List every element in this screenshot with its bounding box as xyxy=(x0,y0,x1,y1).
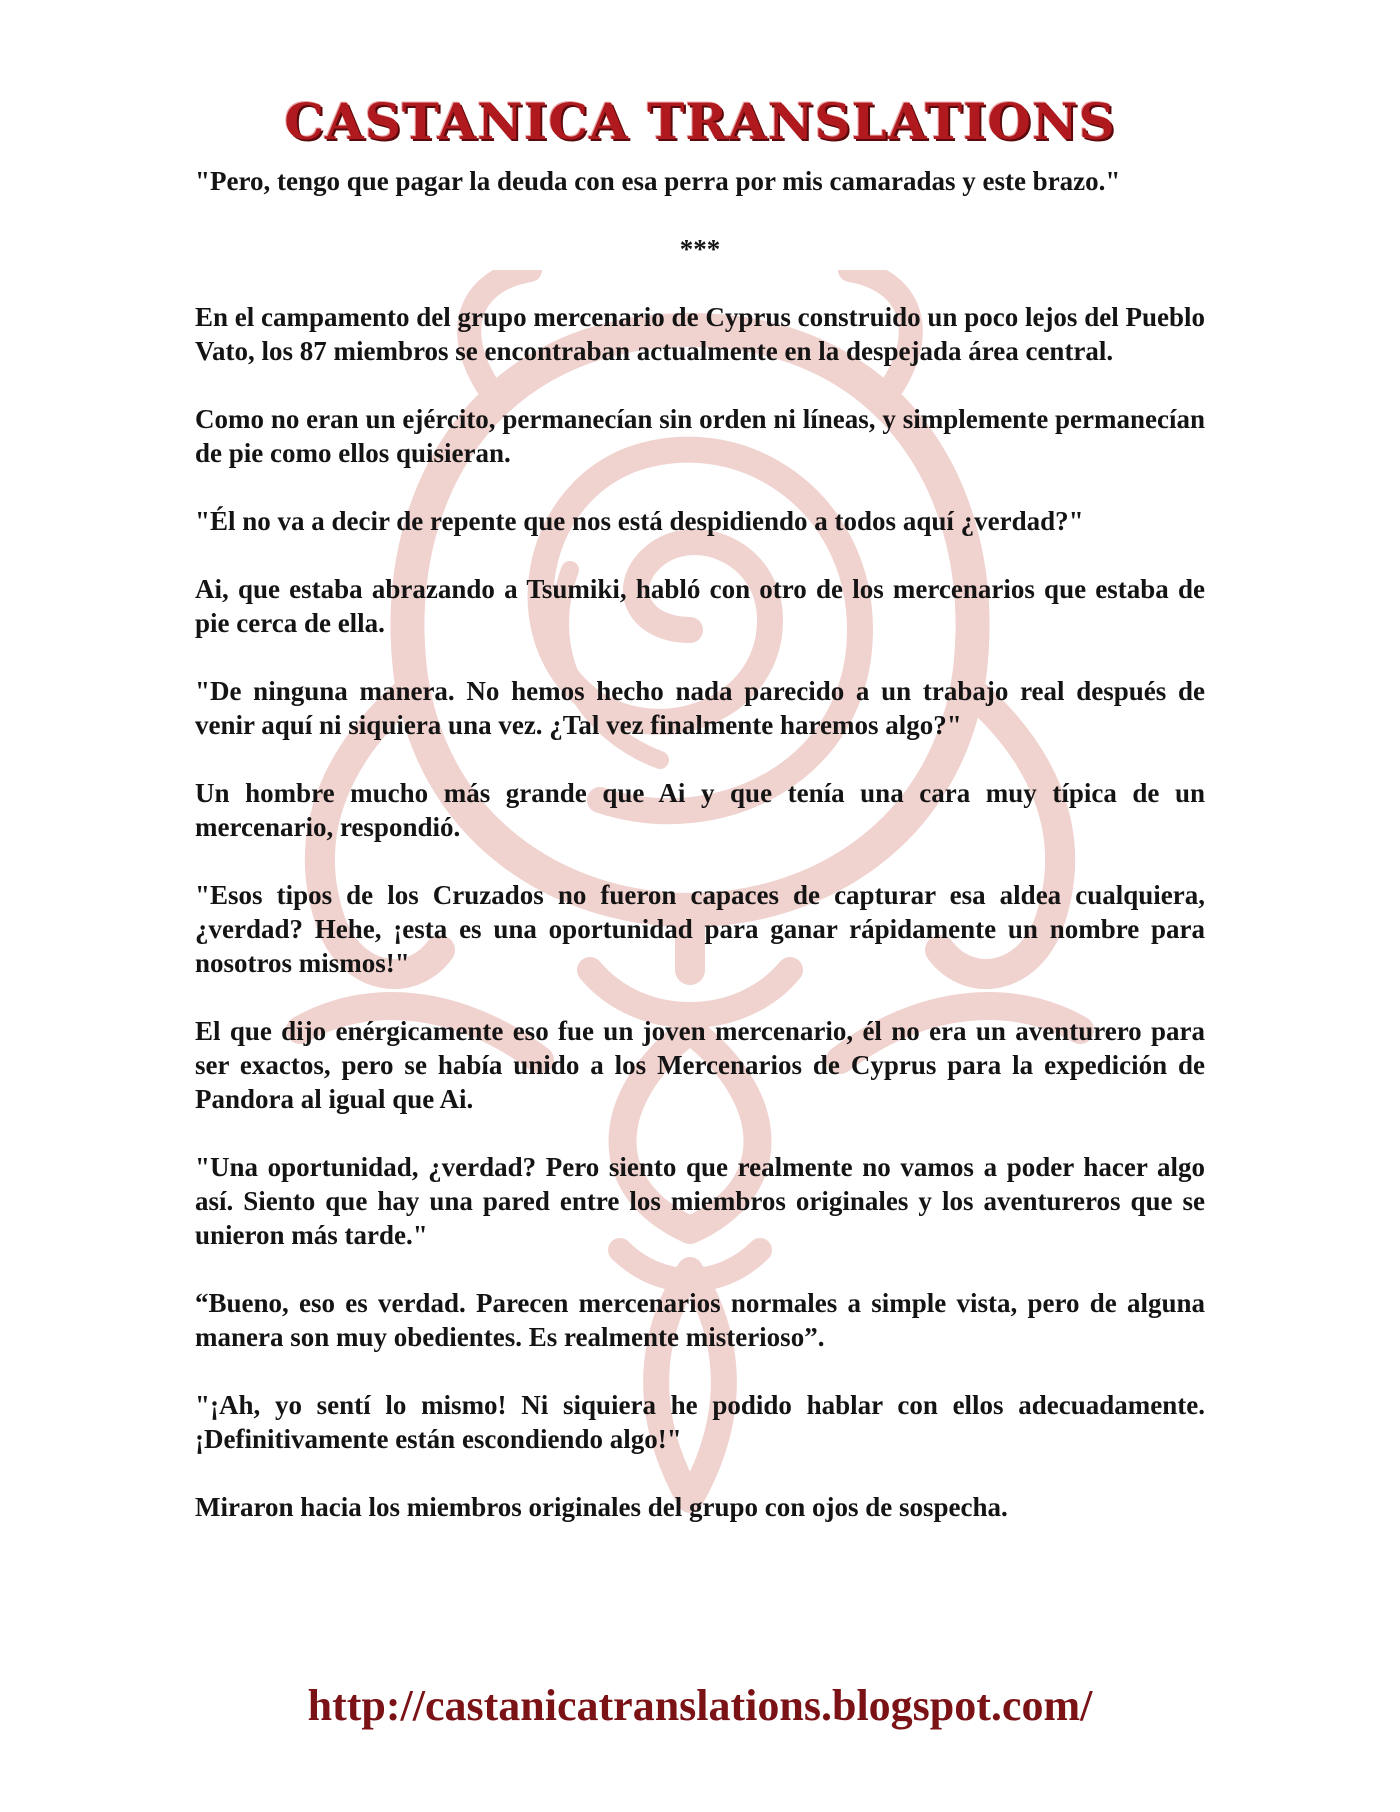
page-header-title: CASTANICA TRANSLATIONS xyxy=(284,92,1116,151)
paragraph: "Pero, tengo que pagar la deuda con esa perra por mis camaradas y este brazo." xyxy=(195,166,1121,196)
footer-url-link[interactable]: http://castanicatranslations.blogspot.com/ xyxy=(307,1681,1093,1730)
paragraph: "Esos tipos de los Cruzados no fueron capaces de capturar esa aldea cualquiera, ¿verdad? Hehe, ¡esta es una oportunidad para ganar rápidamente un nombre para nosotros mismos!" xyxy=(195,880,1205,978)
paragraph: Miraron hacia los miembros originales del grupo con ojos de sospecha. xyxy=(195,1492,1008,1522)
section-separator: *** xyxy=(679,234,721,264)
paragraph: “Bueno, eso es verdad. Parecen mercenarios normales a simple vista, pero de alguna manera son muy obedientes. Es realmente misterioso”. xyxy=(195,1288,1205,1352)
paragraph: "Una oportunidad, ¿verdad? Pero siento que realmente no vamos a poder hacer algo así. Siento que hay una pared entre los miembros originales y los aventureros que se unieron más tarde." xyxy=(195,1152,1205,1250)
document-body xyxy=(195,164,1205,1558)
paragraph: Ai, que estaba abrazando a Tsumiki, habló con otro de los mercenarios que estaba de pie cerca de ella. xyxy=(195,574,1205,638)
paragraph: "¡Ah, yo sentí lo mismo! Ni siquiera he podido hablar con ellos adecuadamente. ¡Definitivamente están escondiendo algo!" xyxy=(195,1390,1205,1454)
paragraph: Un hombre mucho más grande que Ai y que tenía una cara muy típica de un mercenario, respondió. xyxy=(195,778,1205,842)
paragraph: "Él no va a decir de repente que nos está despidiendo a todos aquí ¿verdad?" xyxy=(195,506,1084,536)
paragraph: Como no eran un ejército, permanecían sin orden ni líneas, y simplemente permanecían de pie como ellos quisieran. xyxy=(195,404,1205,468)
paragraph: "De ninguna manera. No hemos hecho nada parecido a un trabajo real después de venir aquí ni siquiera una vez. ¿Tal vez finalmente haremos algo?" xyxy=(195,676,1205,740)
paragraph: El que dijo enérgicamente eso fue un joven mercenario, él no era un aventurero para ser exactos, pero se había unido a los Mercenarios de Cyprus para la expedición de Pandora al igual que Ai. xyxy=(195,1016,1205,1114)
paragraph: En el campamento del grupo mercenario de Cyprus construido un poco lejos del Pueblo Vato, los 87 miembros se encontraban actualmente en la despejada área central. xyxy=(195,302,1205,366)
